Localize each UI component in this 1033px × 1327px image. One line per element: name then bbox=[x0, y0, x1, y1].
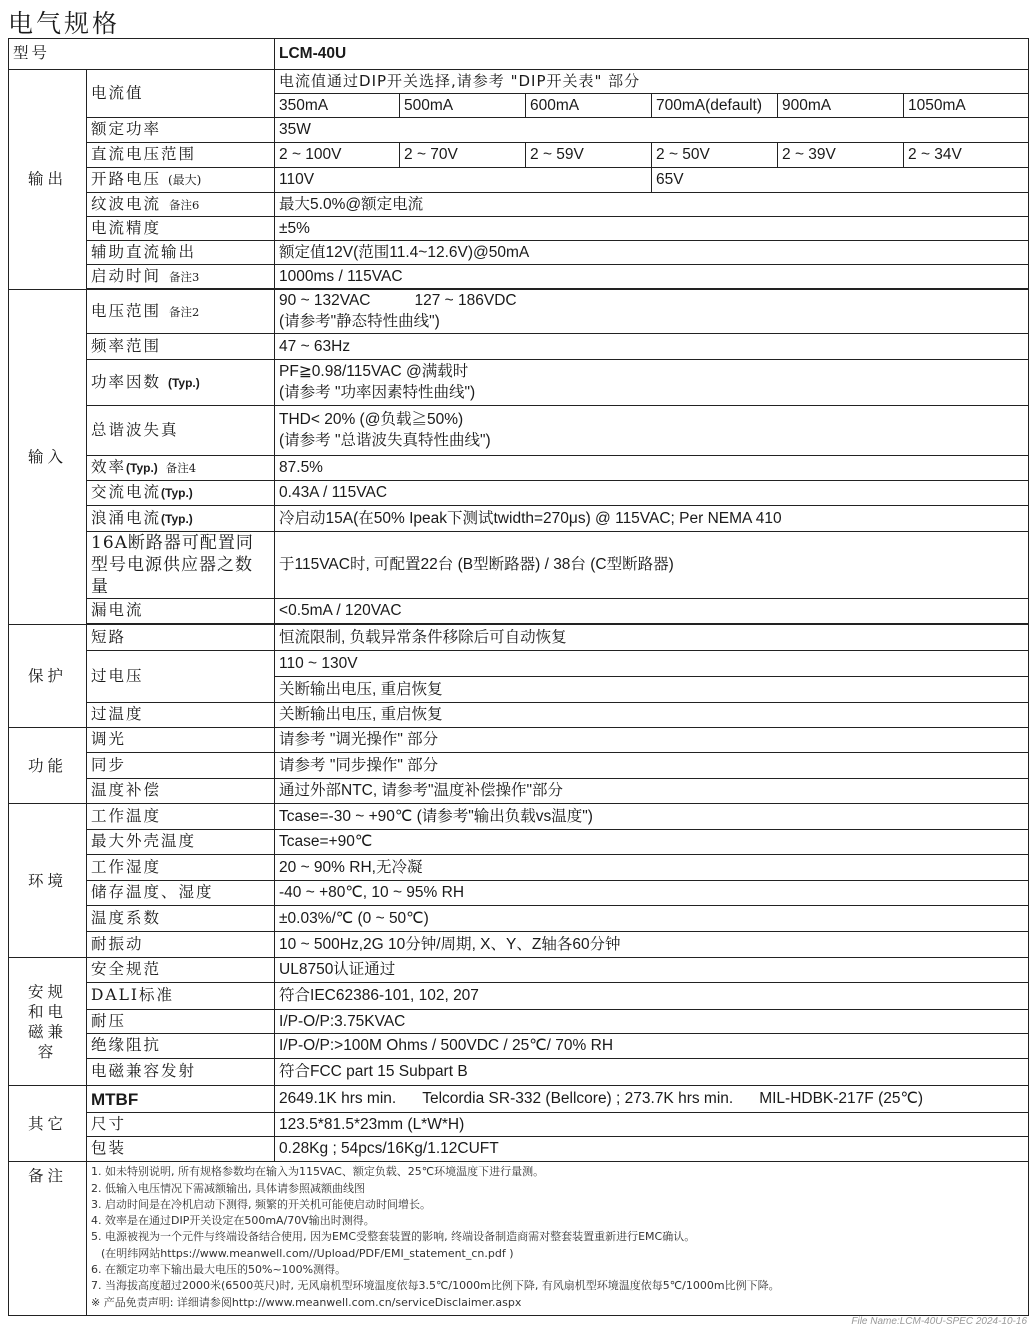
ac-current-row bbox=[9, 481, 1029, 506]
max-case-temp-label: 最大外壳温度 bbox=[87, 830, 275, 855]
efficiency-row bbox=[9, 456, 1029, 481]
mtbf-label: MTBF bbox=[87, 1086, 275, 1113]
voltage-range-row bbox=[9, 290, 1029, 334]
over-voltage-label: 过电压 bbox=[87, 651, 275, 703]
max-case-temp-value: Tcase=+90℃ bbox=[275, 830, 1029, 855]
current-option: 600mA bbox=[526, 94, 652, 118]
temp-coefficient-value: ±0.03%/℃ (0 ~ 50℃) bbox=[275, 906, 1029, 932]
note-line: 7. 当海拔高度超过2000米(6500英尺)时, 无风扇机型环境温度依每3.5℃/1000m比例下降, 有风扇机型环境温度依每5℃/1000m比例下降。 bbox=[91, 1279, 780, 1293]
working-humidity-value: 20 ~ 90% RH,无冷凝 bbox=[275, 855, 1029, 881]
current-label: 电流值 bbox=[87, 70, 275, 118]
sync-label: 同步 bbox=[87, 753, 275, 779]
emc-emission-label: 电磁兼容发射 bbox=[87, 1059, 275, 1086]
dali-row bbox=[9, 983, 1029, 1010]
leakage-value: <0.5mA / 120VAC bbox=[275, 599, 1029, 624]
over-temperature-value: 关断输出电压, 重启恢复 bbox=[275, 703, 1029, 728]
packing-label: 包装 bbox=[87, 1137, 275, 1162]
current-option: 350mA bbox=[275, 94, 400, 118]
isolation-row bbox=[9, 1034, 1029, 1059]
aux-output-label: 辅助直流输出 bbox=[87, 241, 275, 265]
safety-standards-label: 安全规范 bbox=[87, 958, 275, 983]
environment-category: 环境 bbox=[9, 804, 87, 958]
page-title: 电气规格 bbox=[8, 9, 121, 38]
dali-value: 符合IEC62386-101, 102, 207 bbox=[275, 983, 1029, 1010]
current-accuracy-row bbox=[9, 217, 1029, 241]
vibration-value: 10 ~ 500Hz,2G 10分钟/周期, X、Y、Z轴各60分钟 bbox=[275, 932, 1029, 958]
notes-row bbox=[9, 1162, 1029, 1316]
dc-voltage-value: 2 ~ 100V bbox=[275, 143, 400, 168]
dc-voltage-label: 直流电压范围 bbox=[87, 143, 275, 168]
temp-comp-row bbox=[9, 779, 1029, 804]
current-option: 700mA(default) bbox=[652, 94, 778, 118]
current-option: 900mA bbox=[778, 94, 904, 118]
dimming-value: 请参考 "调光操作" 部分 bbox=[275, 728, 1029, 753]
packing-value: 0.28Kg ; 54pcs/16Kg/1.12CUFT bbox=[275, 1137, 1029, 1162]
sync-row bbox=[9, 753, 1029, 779]
withstand-value: I/P-O/P:3.75KVAC bbox=[275, 1010, 1029, 1034]
vibration-label: 耐振动 bbox=[87, 932, 275, 958]
note-line: 3. 启动时间是在冷机启动下测得, 频繁的开关机可能使启动时间增长。 bbox=[91, 1197, 431, 1211]
ripple-label: 纹波电流 备注6 bbox=[87, 193, 275, 217]
ripple-row bbox=[9, 193, 1029, 217]
note-line: 1. 如未特别说明, 所有规格参数均在输入为115VAC、额定负载、25℃环境温度下进行量测。 bbox=[91, 1165, 545, 1179]
efficiency-label: 效率(Typ.) 备注4 bbox=[87, 456, 275, 481]
note-line: 2. 低输入电压情况下需减额输出, 具体请参照减额曲线图 bbox=[91, 1181, 365, 1195]
input-category: 输入 bbox=[9, 290, 87, 625]
dimension-label: 尺寸 bbox=[87, 1113, 275, 1137]
ac-current-value: 0.43A / 115VAC bbox=[275, 481, 1029, 506]
others-category: 其它 bbox=[9, 1086, 87, 1162]
storage-value: -40 ~ +80℃, 10 ~ 95% RH bbox=[275, 881, 1029, 906]
model-value: LCM-40U bbox=[275, 39, 1029, 70]
vibration-row bbox=[9, 932, 1029, 958]
open-circuit-value-1: 110V bbox=[275, 168, 652, 193]
note-line: 4. 效率是在通过DIP开关设定在500mA/70V输出时测得。 bbox=[91, 1214, 375, 1228]
emc-emission-row bbox=[9, 1059, 1029, 1086]
aux-output-row bbox=[9, 241, 1029, 265]
voltage-range-label: 电压范围 备注2 bbox=[87, 290, 275, 334]
current-option: 500mA bbox=[400, 94, 526, 118]
protection-category: 保护 bbox=[9, 625, 87, 728]
dimension-value: 123.5*81.5*23mm (L*W*H) bbox=[275, 1113, 1029, 1137]
over-temperature-row bbox=[9, 703, 1029, 728]
voltage-range-value: 90 ~ 132VAC 127 ~ 186VDC (请参考"静态特性曲线") bbox=[275, 290, 1029, 334]
thd-label: 总谐波失真 bbox=[87, 406, 275, 456]
safety-standards-value: UL8750认证通过 bbox=[275, 958, 1029, 983]
sync-value: 请参考 "同步操作" 部分 bbox=[275, 753, 1029, 779]
over-voltage-value-1: 110 ~ 130V bbox=[275, 651, 1029, 677]
dc-voltage-value: 2 ~ 34V bbox=[904, 143, 1029, 168]
power-factor-value: PF≧0.98/115VAC @满载时 (请参考 "功率因素特性曲线") bbox=[275, 360, 1029, 406]
short-circuit-row bbox=[9, 625, 1029, 651]
setup-time-value: 1000ms / 115VAC bbox=[275, 265, 1029, 289]
max-units-value: 于115VAC时, 可配置22台 (B型断路器) / 38台 (C型断路器) bbox=[275, 532, 1029, 599]
frequency-value: 47 ~ 63Hz bbox=[275, 334, 1029, 360]
working-humidity-label: 工作湿度 bbox=[87, 855, 275, 881]
frequency-label: 频率范围 bbox=[87, 334, 275, 360]
temp-comp-value: 通过外部NTC, 请参考"温度补偿操作"部分 bbox=[275, 779, 1029, 804]
open-circuit-label: 开路电压 (最大) bbox=[87, 168, 275, 193]
model-label: 型号 bbox=[9, 39, 275, 70]
over-voltage-row bbox=[9, 651, 1029, 677]
inrush-row bbox=[9, 506, 1029, 532]
footer-filename: File Name:LCM-40U-SPEC 2024-10-16 bbox=[851, 1316, 1027, 1327]
storage-row bbox=[9, 881, 1029, 906]
current-accuracy-label: 电流精度 bbox=[87, 217, 275, 241]
temp-coefficient-label: 温度系数 bbox=[87, 906, 275, 932]
safety-standards-row bbox=[9, 958, 1029, 983]
temp-comp-label: 温度补偿 bbox=[87, 779, 275, 804]
working-temp-label: 工作温度 bbox=[87, 804, 275, 830]
max-case-temp-row bbox=[9, 830, 1029, 855]
note-line: 6. 在额定功率下输出最大电压的50%~100%测得。 bbox=[91, 1263, 347, 1277]
dc-voltage-row bbox=[9, 143, 1029, 168]
inrush-label: 浪涌电流(Typ.) bbox=[87, 506, 275, 532]
setup-time-label: 启动时间 备注3 bbox=[87, 265, 275, 289]
dimming-row bbox=[9, 728, 1029, 753]
over-voltage-value-2: 关断输出电压, 重启恢复 bbox=[275, 677, 1029, 703]
inrush-value: 冷启动15A(在50% Ipeak下测试twidth=270μs) @ 115VAC; Per NEMA 410 bbox=[275, 506, 1029, 532]
safety-emc-category: 安规和电磁兼容 bbox=[9, 958, 87, 1086]
power-factor-label: 功率因数 (Typ.) bbox=[87, 360, 275, 406]
rated-power-row bbox=[9, 118, 1029, 143]
dimming-label: 调光 bbox=[87, 728, 275, 753]
temp-coefficient-row bbox=[9, 906, 1029, 932]
withstand-row bbox=[9, 1010, 1029, 1034]
short-circuit-label: 短路 bbox=[87, 625, 275, 651]
max-units-row bbox=[9, 532, 1029, 599]
output-category: 输出 bbox=[9, 70, 87, 290]
mtbf-row bbox=[9, 1086, 1029, 1113]
setup-time-row bbox=[9, 265, 1029, 289]
short-circuit-value: 恒流限制, 负载异常条件移除后可自动恢复 bbox=[275, 625, 1029, 651]
packing-row bbox=[9, 1137, 1029, 1162]
model-row bbox=[9, 39, 1029, 70]
open-circuit-value-2: 65V bbox=[652, 168, 1029, 193]
current-accuracy-value: ±5% bbox=[275, 217, 1029, 241]
isolation-label: 绝缘阻抗 bbox=[87, 1034, 275, 1059]
notes-content bbox=[87, 1162, 1029, 1316]
power-factor-row bbox=[9, 360, 1029, 406]
dc-voltage-value: 2 ~ 70V bbox=[400, 143, 526, 168]
working-temp-value: Tcase=-30 ~ +90℃ (请参考"输出负载vs温度") bbox=[275, 804, 1029, 830]
dali-label: DALI标准 bbox=[87, 983, 275, 1010]
function-category: 功能 bbox=[9, 728, 87, 804]
frequency-row bbox=[9, 334, 1029, 360]
thd-row bbox=[9, 406, 1029, 456]
open-circuit-row bbox=[9, 168, 1029, 193]
current-note: 电流值通过DIP开关选择,请参考 "DIP开关表" 部分 bbox=[275, 70, 1029, 94]
max-units-label: 16A断路器可配置同型号电源供应器之数量 bbox=[87, 532, 275, 599]
dc-voltage-value: 2 ~ 39V bbox=[778, 143, 904, 168]
spec-table bbox=[8, 38, 1029, 1316]
dimension-row bbox=[9, 1113, 1029, 1137]
emc-emission-value: 符合FCC part 15 Subpart B bbox=[275, 1059, 1029, 1086]
ac-current-label: 交流电流(Typ.) bbox=[87, 481, 275, 506]
rated-power-label: 额定功率 bbox=[87, 118, 275, 143]
thd-value: THD< 20% (@负载≧50%) (请参考 "总谐波失真特性曲线") bbox=[275, 406, 1029, 456]
leakage-label: 漏电流 bbox=[87, 599, 275, 624]
working-humidity-row bbox=[9, 855, 1029, 881]
dc-voltage-value: 2 ~ 50V bbox=[652, 143, 778, 168]
over-temperature-label: 过温度 bbox=[87, 703, 275, 728]
storage-label: 储存温度、湿度 bbox=[87, 881, 275, 906]
note-line: 5. 电源被视为一个元件与终端设备结合使用, 因为EMC受整套装置的影响, 终端设备制造商需对整套装置重新进行EMC确认。 bbox=[91, 1230, 696, 1244]
output-current-note-row bbox=[9, 70, 1029, 94]
working-temp-row bbox=[9, 804, 1029, 830]
dc-voltage-value: 2 ~ 59V bbox=[526, 143, 652, 168]
mtbf-value: 2649.1K hrs min. Telcordia SR-332 (Bellcore) ; 273.7K hrs min. MIL-HDBK-217F (25℃) bbox=[275, 1086, 1029, 1113]
efficiency-value: 87.5% bbox=[275, 456, 1029, 481]
ripple-value: 最大5.0%@额定电流 bbox=[275, 193, 1029, 217]
note-line: (在明纬网站https://www.meanwell.com//Upload/PDF/EMI_statement_cn.pdf ) bbox=[101, 1246, 514, 1260]
withstand-label: 耐压 bbox=[87, 1010, 275, 1034]
disclaimer-link[interactable]: ※ 产品免责声明: 详细请参阅http://www.meanwell.com.cn/serviceDisclaimer.aspx bbox=[91, 1295, 522, 1309]
current-option: 1050mA bbox=[904, 94, 1029, 118]
leakage-row bbox=[9, 599, 1029, 624]
aux-output-value: 额定值12V(范围11.4~12.6V)@50mA bbox=[275, 241, 1029, 265]
notes-category: 备注 bbox=[9, 1162, 87, 1316]
rated-power-value: 35W bbox=[275, 118, 1029, 143]
isolation-value: I/P-O/P:>100M Ohms / 500VDC / 25℃/ 70% RH bbox=[275, 1034, 1029, 1059]
